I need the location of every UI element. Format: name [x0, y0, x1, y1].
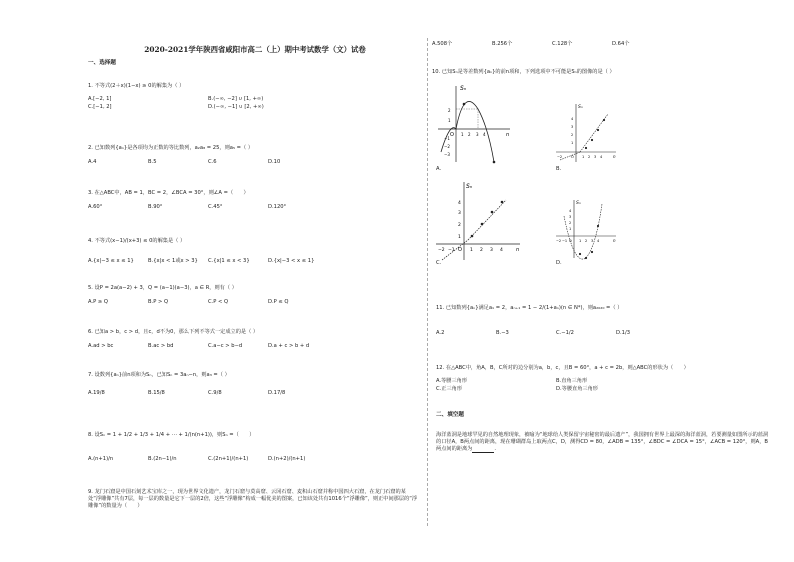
- option-c[interactable]: C.9/8: [208, 390, 222, 396]
- option-a[interactable]: A.2: [436, 330, 445, 336]
- svg-text:1: 1: [569, 227, 572, 231]
- fill-question-13: 海洋蓝洞是地球罕见的自然地理现象，被喻为“地球给人类保留宇宙秘密的最后遗产”，我国拥有世界上最深的海洋蓝洞，若要测量如图所示的蓝洞的口径A，B两点间的距离，现在珊瑚群岛上取两点C，D，测得CD = 80，∠ADB = 135°，∠BDC = ∠DCA = 15°，∠ACB = 120°，则A，B两点间的距离为 .: [436, 432, 769, 452]
- option-c[interactable]: C.a−c > b−d: [208, 343, 243, 349]
- page-title: 2020-2021学年陕西省咸阳市高二（上）期中考试数学（文）试卷: [144, 45, 366, 54]
- option-c[interactable]: C.128个: [552, 41, 573, 47]
- svg-text:1: 1: [571, 141, 574, 145]
- svg-text:1: 1: [458, 235, 461, 240]
- option-b[interactable]: B.90°: [148, 204, 163, 210]
- option-c[interactable]: C.P < Q: [208, 299, 229, 305]
- graph-d-sn-label: Sₙ: [576, 201, 581, 206]
- question-9-options: [432, 41, 672, 48]
- svg-text:−2: −2: [557, 155, 563, 159]
- option-c[interactable]: C.6: [208, 159, 217, 165]
- option-b[interactable]: B.5: [148, 159, 157, 165]
- svg-text:−2: −2: [444, 144, 450, 149]
- graph-b: [554, 100, 620, 166]
- option-b[interactable]: B.{x|x < 1或x > 3}: [148, 258, 198, 264]
- graph-d-n-label: n: [613, 238, 616, 243]
- question-11-stem: 11. 已知数列{aₙ}满足a₁ = 2，aₙ₊₁ = 1 − 2/(1+aₙ)(n ∈ N*)，则a₂₀₂₀ =（ ）: [436, 305, 623, 311]
- graph-a-label[interactable]: A.: [436, 166, 442, 172]
- graph-d-label[interactable]: D.: [556, 260, 562, 266]
- option-c[interactable]: C.[−1, 2]: [88, 104, 112, 110]
- graph-a-sn-label: Sₙ: [460, 85, 467, 92]
- svg-text:2: 2: [480, 248, 483, 253]
- svg-text:1: 1: [582, 155, 585, 159]
- option-a[interactable]: A.[−2, 1]: [88, 96, 112, 102]
- svg-text:3: 3: [490, 248, 493, 253]
- question-1-options-2: [88, 104, 328, 111]
- option-c[interactable]: C.(2n+1)/(n+1): [208, 456, 249, 462]
- svg-text:1: 1: [579, 239, 582, 243]
- graph-c-sn-label: Sₙ: [466, 183, 473, 190]
- question-2-stem: 2. 已知数列{aₙ}是各项均为正数的等比数列，a₂a₈ = 25，则a₅ =（ ）: [88, 145, 254, 151]
- option-a[interactable]: A.4: [88, 159, 97, 165]
- question-1-options: [88, 96, 328, 103]
- option-b[interactable]: B.直角三角形: [556, 378, 588, 384]
- option-a[interactable]: A.ad > bc: [88, 343, 114, 349]
- graph-a: [436, 82, 514, 166]
- option-d[interactable]: D.a + c > b + d: [268, 343, 310, 349]
- option-a[interactable]: A.19/8: [88, 390, 105, 396]
- question-6-options: [88, 343, 328, 350]
- question-4-options: [88, 258, 328, 265]
- svg-text:2: 2: [448, 108, 451, 113]
- question-11-options: [436, 330, 676, 337]
- question-3-options: [88, 204, 328, 211]
- option-d[interactable]: D.(−∞, −1] ∪ [2, +∞): [208, 104, 264, 110]
- option-b[interactable]: B.(−∞, −2] ∪ [1, +∞): [208, 96, 264, 102]
- graph-c-n-label: n: [516, 247, 520, 253]
- question-8-options: [88, 456, 328, 463]
- question-5-options: [88, 299, 328, 306]
- question-4-stem: 4. 不等式(x−1)/(x+3) ≤ 0的解集是（ ）: [88, 238, 186, 244]
- option-d[interactable]: D.1/3: [616, 330, 630, 336]
- graph-d-origin-label: O: [569, 239, 572, 243]
- answer-blank[interactable]: [472, 447, 494, 453]
- svg-text:3: 3: [571, 125, 574, 129]
- svg-text:3: 3: [591, 239, 594, 243]
- question-12-stem: 12. 在△ABC中，角A，B，C所对的边分别为a，b，c，且B = 60°，a + c = 2b，则△ABC的形状为（ ）: [436, 365, 689, 371]
- svg-text:−1: −1: [562, 239, 568, 243]
- option-b[interactable]: B.(2n−1)/n: [148, 456, 177, 462]
- question-10-stem: 10. 已知Sₙ是等差数列{aₙ}的前n项和，下列选项中不可能是Sₙ的图像的是（ ）: [432, 69, 615, 75]
- option-b[interactable]: B.15/8: [148, 390, 165, 396]
- option-c[interactable]: C.{x|1 ≤ x < 3}: [208, 258, 250, 264]
- svg-text:4: 4: [483, 132, 486, 137]
- svg-text:4: 4: [458, 201, 461, 206]
- question-7-stem: 7. 设数列{aₙ}前n项和为Sₙ，已知Sₙ = 3aₙ−n，则a₃ =（ ）: [88, 372, 230, 378]
- svg-text:2: 2: [468, 132, 471, 137]
- svg-text:1: 1: [448, 118, 451, 123]
- question-7-options: [88, 390, 328, 397]
- svg-text:2: 2: [458, 223, 461, 228]
- svg-text:4: 4: [571, 117, 574, 121]
- svg-text:4: 4: [597, 239, 600, 243]
- question-3-stem: 3. 在△ABC中，AB = 1，BC = 2，∠BCA = 30°，则∠A =（ ）: [88, 190, 249, 196]
- option-c[interactable]: C.−1/2: [556, 330, 574, 336]
- option-a[interactable]: A.60°: [88, 204, 103, 210]
- graph-c: [434, 178, 526, 262]
- svg-text:3: 3: [476, 132, 479, 137]
- option-d[interactable]: D.等腰直角三角形: [556, 386, 598, 392]
- svg-text:4: 4: [569, 209, 572, 213]
- svg-text:2: 2: [571, 133, 574, 137]
- svg-text:3: 3: [569, 215, 572, 219]
- section-choice: 一、选择题: [88, 60, 116, 66]
- graph-b-label[interactable]: B.: [556, 166, 562, 172]
- option-a[interactable]: A.(n+1)/n: [88, 456, 114, 462]
- option-a[interactable]: A.508个: [432, 41, 453, 47]
- question-12-options: [436, 378, 676, 385]
- svg-text:2: 2: [585, 239, 588, 243]
- option-c[interactable]: C.正三角形: [436, 386, 463, 392]
- option-d[interactable]: D.64个: [612, 41, 630, 47]
- question-8-stem: 8. 设Sₙ = 1 + 1/2 + 1/3 + 1/4 + ⋯ + 1/(n(n+1))，则Sₙ =（ ）: [88, 432, 255, 438]
- question-9-stem: 9. 龙门石窟是中国石刻艺术宝库之一，现为世界文化遗产，龙门石窟与莫高窟、云冈石窟、麦积山石窟并称中国四大石窟，在龙门石窟的某处“浮雕像”共有7层，每一层的数量是它下一层的2倍，这些“浮雕像”构成一幅优美的图案，已知该处共有1016个“浮雕像”，则正中间那层的“浮雕像”的数量为（ ）: [88, 489, 418, 509]
- question-12-options-2: [436, 386, 676, 393]
- svg-text:4: 4: [600, 155, 603, 159]
- option-b[interactable]: B.256个: [492, 41, 513, 47]
- option-d[interactable]: D.120°: [268, 204, 287, 210]
- option-b[interactable]: B.ac > bd: [148, 343, 174, 349]
- page-divider: [427, 38, 428, 526]
- question-2-options: [88, 159, 328, 166]
- graph-b-origin-label: O: [571, 155, 574, 159]
- graph-b-n-label: n: [613, 154, 616, 159]
- svg-text:−1: −1: [448, 248, 455, 253]
- option-c[interactable]: C.45°: [208, 204, 223, 210]
- graph-c-label[interactable]: C.: [436, 260, 442, 266]
- graph-d: [554, 196, 620, 262]
- graph-b-sn-label: Sₙ: [578, 105, 583, 110]
- option-d[interactable]: D.(n+2)/(n+1): [268, 456, 306, 462]
- graph-a-origin-label: O: [450, 132, 454, 138]
- question-1-stem: 1. 不等式(2＋x)(1−x) ≥ 0的解集为（ ）: [88, 83, 185, 89]
- option-a[interactable]: A.P ≥ Q: [88, 299, 108, 305]
- graph-a-n-label: n: [506, 132, 510, 138]
- option-a[interactable]: A.等腰三角形: [436, 378, 468, 384]
- svg-text:−1: −1: [444, 136, 450, 141]
- svg-text:2: 2: [569, 221, 572, 225]
- option-d[interactable]: D.P ≤ Q: [268, 299, 289, 305]
- svg-text:−3: −3: [444, 152, 450, 157]
- option-d[interactable]: D.17/8: [268, 390, 286, 396]
- option-a[interactable]: A.{x|−3 ≤ x ≤ 1}: [88, 258, 134, 264]
- svg-text:1: 1: [470, 248, 473, 253]
- question-5-stem: 5. 设P = 2a(a−2) + 3，Q = (a−1)(a−3)，a ∈ R，则有（ ）: [88, 285, 237, 291]
- graph-c-origin-label: O: [458, 247, 462, 253]
- option-b[interactable]: B.P > Q: [148, 299, 169, 305]
- svg-text:3: 3: [594, 155, 597, 159]
- svg-text:−2: −2: [438, 248, 445, 253]
- svg-text:1: 1: [461, 132, 464, 137]
- fill-question-13-text: 海洋蓝洞是地球罕见的自然地理现象，被喻为“地球给人类保留宇宙秘密的最后遗产”，我国拥有世界上最深的海洋蓝洞，若要测量如图所示的蓝洞的口径A，B两点间的距离，现在珊瑚群岛上取两点C，D，测得CD = 80，∠ADB = 135°，∠BDC = ∠DCA = 15°，∠ACB = 120°，则A，B两点间的距离为: [436, 432, 769, 452]
- option-d[interactable]: D.10: [268, 159, 281, 165]
- section-fill: 二、填空题: [436, 412, 464, 418]
- svg-text:4: 4: [500, 248, 503, 253]
- svg-text:2: 2: [588, 155, 591, 159]
- svg-text:−2: −2: [556, 239, 562, 243]
- svg-text:3: 3: [458, 211, 461, 216]
- question-6-stem: 6. 已知a > b，c > d，且c，d不为0，那么下列不等式一定成立的是（ ）: [88, 329, 259, 335]
- option-d[interactable]: D.{x|−3 < x ≤ 1}: [268, 258, 315, 264]
- option-b[interactable]: B.−3: [496, 330, 509, 336]
